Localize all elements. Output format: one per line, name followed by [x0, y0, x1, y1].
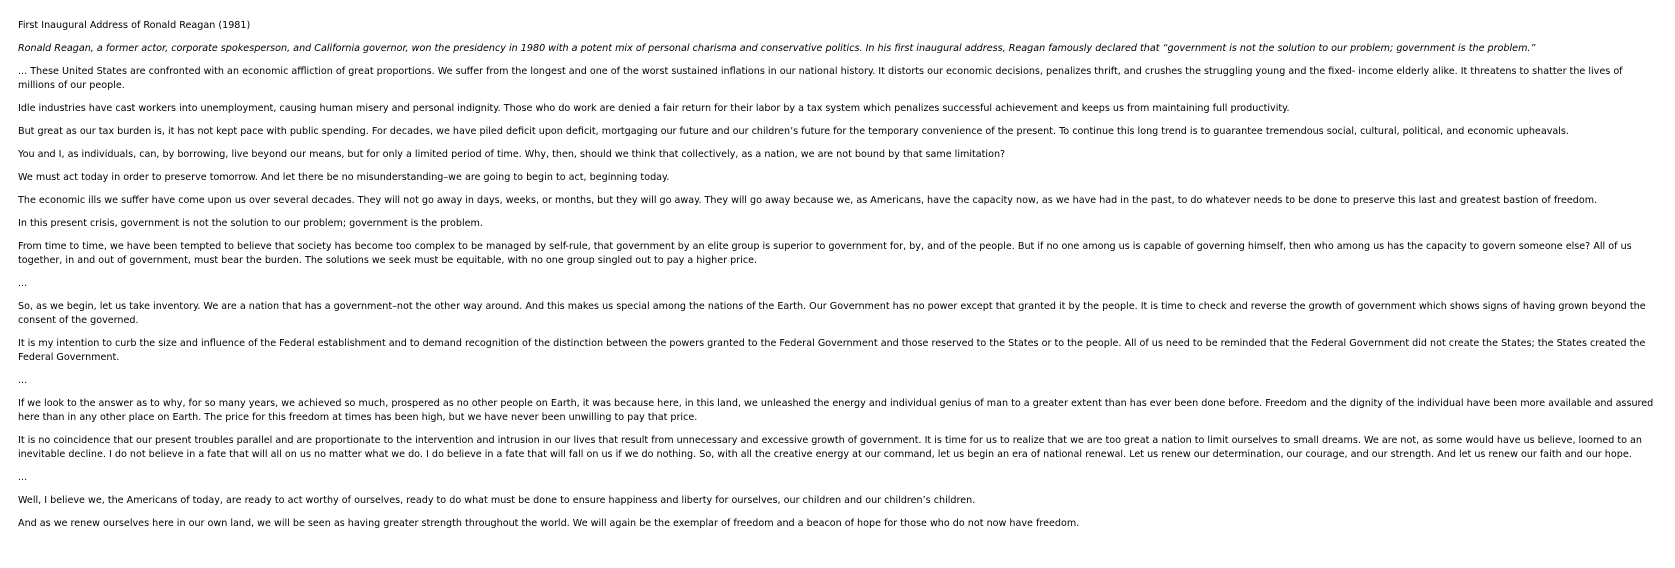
speech-paragraph: It is my intention to curb the size and influence of the Federal establishment and to demand recognition of the distinction between the powers granted to the Federal Government and those reserved to the States or to the people. All of us need to be reminded that the Federal Government did not create the States; the States created the Federal Government. [18, 338, 1646, 363]
speech-paragraph: So, as we begin, let us take inventory. We are a nation that has a government–not the other way around. And this makes us special among the nations of the Earth. Our Government has no power except that granted it by the people. It is time to check and reverse the growth of government which shows signs of having grown beyond the consent of the governed. [18, 301, 1646, 326]
speech-paragraph: If we look to the answer as to why, for so many years, we achieved so much, prospered as no other people on Earth, it was because here, in this land, we unleashed the energy and individual genius of man to a greater extent than has ever been done before. Freedom and the dignity of the individual have been more available and assured here than in any other place on Earth. The price for this freedom at times has been high, but we have never been unwilling to pay that price. [18, 398, 1654, 423]
speech-paragraph: You and I, as individuals, can, by borrowing, live beyond our means, but for only a limited period of time. Why, then, should we think that collectively, as a nation, we are not bound by that same limitation? [18, 149, 1006, 160]
speech-paragraph: ... These United States are confronted with an economic affliction of great proportions. We suffer from the longest and one of the worst sustained inflations in our national history. It distorts our economic decisions, penalizes thrift, and crushes the struggling young and the fixed- income elderly alike. It threatens to shatter the lives of millions of our people. [18, 66, 1623, 91]
speech-paragraph: But great as our tax burden is, it has not kept pace with public spending. For decades, we have piled deficit upon deficit, mortgaging our future and our children’s future for the temporary convenience of the present. To continue this long trend is to guarantee tremendous social, cultural, political, and economic upheavals. [18, 126, 1569, 137]
ellipsis-separator: ... [18, 278, 28, 289]
speech-paragraph: It is no coincidence that our present troubles parallel and are proportionate to the intervention and intrusion in our lives that result from unnecessary and excessive growth of government. It is time for us to realize that we are too great a nation to limit ourselves to small dreams. We are not, as some would have us believe, loomed to an inevitable decline. I do not believe in a fate that will all on us no matter what we do. I do believe in a fate that will fall on us if we do nothing. So, with all the creative energy at our command, let us begin an era of national renewal. Let us renew our determination, our courage, and our strength. And let us renew our faith and our hope. [18, 435, 1642, 460]
ellipsis-separator: ... [18, 472, 28, 483]
speech-paragraph: The economic ills we suffer have come upon us over several decades. They will not go away in days, weeks, or months, but they will go away. They will go away because we, as Americans, have the capacity now, as we have had in the past, to do whatever needs to be done to preserve this last and greatest bastion of freedom. [18, 195, 1598, 206]
speech-paragraph: And as we renew ourselves here in our own land, we will be seen as having greater strength throughout the world. We will again be the exemplar of freedom and a beacon of hope for those who do not now have freedom. [18, 518, 1080, 529]
speech-paragraph: From time to time, we have been tempted to believe that society has become too complex to be managed by self-rule, that government by an elite group is superior to government for, by, and of the people. But if no one among us is capable of governing himself, then who among us has the capacity to govern someone else? All of us together, in and out of government, must bear the burden. The solutions we seek must be equitable, with no one group singled out to pay a higher price. [18, 241, 1632, 266]
speech-paragraph: In this present crisis, government is not the solution to our problem; government is the problem. [18, 218, 483, 229]
speech-paragraph: Well, I believe we, the Americans of today, are ready to act worthy of ourselves, ready to do what must be done to ensure happiness and liberty for ourselves, our children and our children’s children. [18, 495, 976, 506]
document-title: First Inaugural Address of Ronald Reagan (1981) [18, 20, 251, 31]
document-intro: Ronald Reagan, a former actor, corporate spokesperson, and California governor, won the presidency in 1980 with a potent mix of personal charisma and conservative politics. In his first inaugural address, Reagan famously declared that “government is not the solution to our problem; government is the problem.” [18, 43, 1536, 54]
ellipsis-separator: ... [18, 375, 28, 386]
speech-paragraph: Idle industries have cast workers into unemployment, causing human misery and personal indignity. Those who do work are denied a fair return for their labor by a tax system which penalizes successful achievement and keeps us from maintaining full productivity. [18, 103, 1290, 114]
speech-paragraph: We must act today in order to preserve tomorrow. And let there be no misunderstanding–we are going to begin to act, beginning today. [18, 172, 670, 183]
